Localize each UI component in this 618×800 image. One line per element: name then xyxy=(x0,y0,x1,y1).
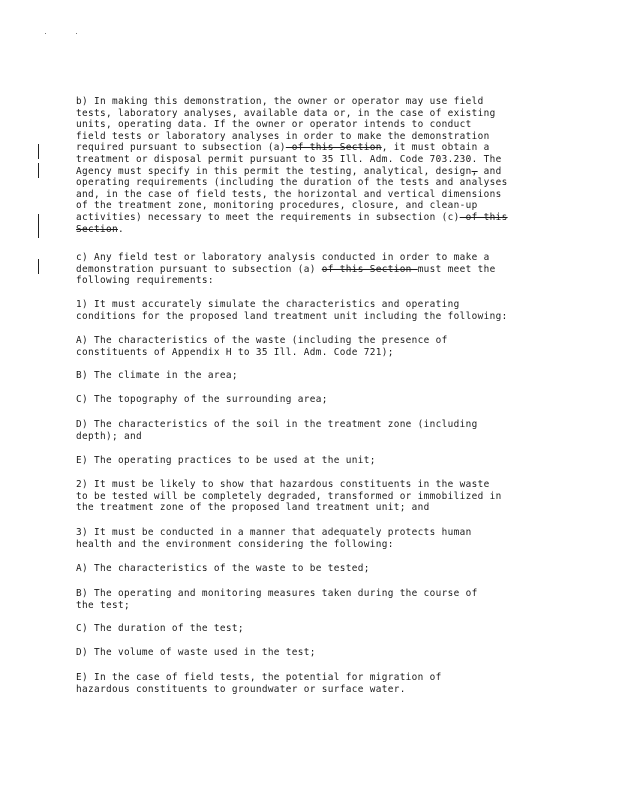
text-segment: activities) necessary to meet the requirements in subsection (c) xyxy=(76,211,460,223)
text-line xyxy=(76,224,546,236)
text-line xyxy=(76,275,546,287)
margin-change-bar xyxy=(38,144,39,159)
item-1-c xyxy=(76,394,546,406)
text-line xyxy=(76,200,546,212)
text-segment: B) The operating and monitoring measures taken during the course of xyxy=(76,588,478,599)
text-line xyxy=(76,142,546,154)
text-segment: must meet the xyxy=(417,263,496,275)
struck-text: Section xyxy=(76,223,118,235)
text-segment: the treatment zone of the proposed land treatment unit; and xyxy=(76,502,430,514)
text-line xyxy=(76,431,546,443)
text-segment: treatment or disposal permit pursuant to 35 Ill. Adm. Code 703.230. The xyxy=(76,153,502,165)
margin-change-bar xyxy=(38,214,39,238)
item-3-d xyxy=(76,647,546,659)
text-line xyxy=(76,419,546,431)
text-line xyxy=(76,563,546,575)
text-line xyxy=(76,539,546,551)
text-segment: of the treatment zone, monitoring procedures, closure, and clean-up xyxy=(76,200,478,212)
text-line xyxy=(76,394,546,406)
text-segment: 2) It must be likely to show that hazardous constituents in the waste xyxy=(76,479,490,490)
text-segment: D) The characteristics of the soil in the treatment zone (including xyxy=(76,419,478,430)
text-line xyxy=(76,672,546,684)
item-3-e xyxy=(76,672,546,695)
text-line xyxy=(76,311,546,323)
text-line xyxy=(76,479,546,491)
text-segment: tests, laboratory analyses, available data or, in the case of existing xyxy=(76,107,496,119)
item-1-e xyxy=(76,455,546,467)
text-segment: to be tested will be completely degraded, transformed or immobilized in xyxy=(76,490,502,502)
paragraph-b xyxy=(76,96,546,235)
text-line xyxy=(76,189,546,201)
text-segment: B) The climate in the area; xyxy=(76,370,238,381)
text-segment: field tests or laboratory analyses in order to make the demonstration xyxy=(76,130,490,142)
text-line xyxy=(76,370,546,382)
text-line xyxy=(76,600,546,612)
text-segment: C) The duration of the test; xyxy=(76,623,244,634)
struck-text: of this Section xyxy=(321,263,418,275)
text-segment: , it must obtain a xyxy=(381,142,490,154)
text-segment: required pursuant to subsection (a) xyxy=(76,142,286,154)
text-segment: the test; xyxy=(76,599,130,611)
text-line xyxy=(76,455,546,467)
text-segment: 3) It must be conducted in a manner that adequately protects human xyxy=(76,527,472,538)
text-line xyxy=(76,491,546,503)
paragraph-c xyxy=(76,252,546,287)
text-line xyxy=(76,119,546,131)
text-segment: D) The volume of waste used in the test; xyxy=(76,647,316,658)
text-line xyxy=(76,131,546,143)
item-3 xyxy=(76,527,546,550)
text-line xyxy=(76,166,546,178)
text-line xyxy=(76,96,546,108)
text-segment: conditions for the proposed land treatment unit including the following: xyxy=(76,310,508,322)
text-segment: E) In the case of field tests, the potential for migration of xyxy=(76,672,442,683)
text-segment: and, in the case of field tests, the horizontal and vertical dimensions xyxy=(76,188,502,200)
text-segment: A) The characteristics of the waste (including the presence of xyxy=(76,335,448,346)
text-line xyxy=(76,177,546,189)
text-segment: . xyxy=(117,223,124,235)
text-segment: constituents of Appendix H to 35 Ill. Adm. Code 721); xyxy=(76,346,394,358)
scan-speck xyxy=(45,33,46,34)
item-1-a xyxy=(76,335,546,358)
text-line xyxy=(76,502,546,514)
text-segment: operating requirements (including the duration of the tests and analyses xyxy=(76,177,508,189)
text-line xyxy=(76,647,546,659)
item-3-c xyxy=(76,623,546,635)
item-1 xyxy=(76,299,546,322)
text-line xyxy=(76,212,546,224)
struck-text: , xyxy=(471,165,478,177)
text-line xyxy=(76,252,546,264)
item-1-b xyxy=(76,370,546,382)
text-segment: E) The operating practices to be used at the unit; xyxy=(76,455,376,466)
text-line xyxy=(76,264,546,276)
text-line xyxy=(76,154,546,166)
text-segment: following requirements: xyxy=(76,275,214,287)
margin-change-bar xyxy=(38,259,39,274)
item-3-a xyxy=(76,563,546,575)
text-segment: C) The topography of the surrounding area; xyxy=(76,394,328,405)
text-segment: hazardous constituents to groundwater or surface water. xyxy=(76,683,406,695)
margin-change-bar xyxy=(38,163,39,178)
text-segment: Agency must specify in this permit the testing, analytical, design xyxy=(76,165,472,177)
text-segment: A) The characteristics of the waste to be tested; xyxy=(76,563,370,574)
struck-text: of this Section xyxy=(285,142,382,154)
text-segment: depth); and xyxy=(76,430,142,442)
text-line xyxy=(76,684,546,696)
text-line xyxy=(76,299,546,311)
text-segment: demonstration pursuant to subsection (a) xyxy=(76,263,322,275)
item-3-b xyxy=(76,588,546,611)
text-line xyxy=(76,347,546,359)
text-segment: 1) It must accurately simulate the characteristics and operating xyxy=(76,299,460,310)
text-segment: c) Any field test or laboratory analysis conducted in order to make a xyxy=(76,252,490,263)
item-2 xyxy=(76,479,546,514)
text-line xyxy=(76,527,546,539)
text-segment: b) In making this demonstration, the owner or operator may use field xyxy=(76,96,484,107)
struck-text: of this xyxy=(459,211,508,223)
scan-speck xyxy=(76,33,77,34)
text-segment: units, operating data. If the owner or operator intends to conduct xyxy=(76,119,472,131)
text-line xyxy=(76,335,546,347)
text-line xyxy=(76,108,546,120)
item-1-d xyxy=(76,419,546,442)
text-line xyxy=(76,623,546,635)
text-line xyxy=(76,588,546,600)
text-segment: health and the environment considering the following: xyxy=(76,538,394,550)
text-segment: and xyxy=(477,165,502,177)
